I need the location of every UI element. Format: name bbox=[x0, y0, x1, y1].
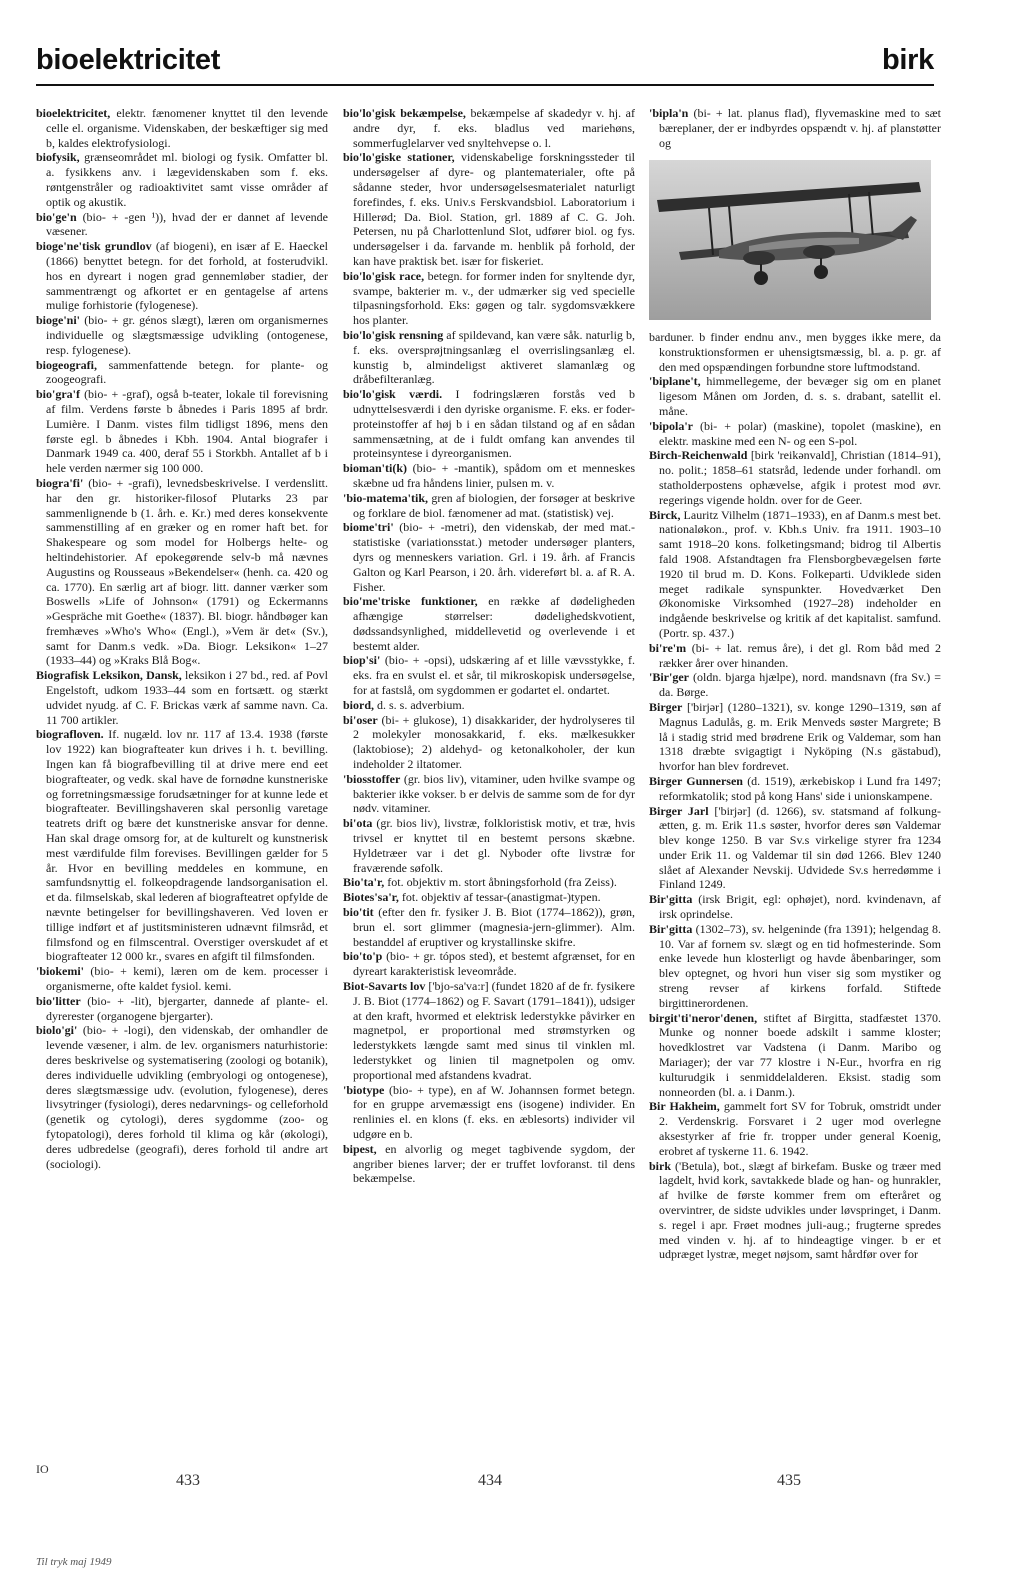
dictionary-entry bbox=[36, 387, 328, 476]
entry-text: (bio- + -logi), den videnskab, der omhandler de levende væsener, i alm. de lev. organismers naturhistorie: deres beskrivelse og systematisering (zoologi og botanik), deres individuelle udvikling (embryologi og ontogenese), deres slægtsmæssige udv. (evolution, fylogenese), deres livsytringer (fysiologi), deres nedarvnings- og celleforhold (genetik og cytologi), deres sygdomme (zoo- og fytopatologi), deres forhold til klima og kår (økologi), deres udbredelse (geografi), deres forhold til andre art (sociologi). bbox=[46, 1023, 329, 1171]
entry-text: (bio- + -mantik), spådom om et menneskes skæbne ud fra håndens linier, pulsen m. v. bbox=[353, 461, 635, 490]
entry-text: (efter den fr. fysiker J. B. Biot (1774–1862)), grøn, brun el. sort glimmer (magnesia-jern-glimmer). Alm. bestanddel af eruptiver og krystallinske skifre. bbox=[353, 905, 635, 949]
entry-headword: Birger Gunnersen bbox=[649, 773, 743, 788]
entry-text: (oldn. bjarga hjælpe), nord. mandsnavn (fra Sv.) = da. Børge. bbox=[659, 670, 942, 700]
dictionary-entry bbox=[36, 358, 328, 388]
entry-headword: bio'lo'giske stationer, bbox=[343, 150, 455, 165]
dictionary-entry bbox=[343, 1083, 635, 1142]
entry-headword: bio'litter bbox=[36, 993, 81, 1008]
entry-text: (bi- + polar) (maskine), topolet (maskine), en elektr. maskine med een N- og een S-pol. bbox=[659, 418, 941, 448]
dictionary-entry bbox=[343, 653, 635, 697]
entry-text: [birk 'reikənvald], Christian (1814–91), no. polit.; 1858–61 statsråd, ledende under forhandl. om statholderpostens ophævelse, afgik i protest mod øvr. regerings vigende holdn. over for de Geer. bbox=[659, 448, 941, 507]
dictionary-entry bbox=[36, 313, 328, 357]
column-2 bbox=[343, 106, 635, 1186]
entry-headword: 'bipola'r bbox=[649, 418, 694, 433]
dictionary-entry bbox=[343, 875, 635, 890]
entry-headword: bioge'ni' bbox=[36, 313, 81, 328]
dictionary-entry bbox=[343, 461, 635, 491]
entry-text: d. s. s. adverbium. bbox=[377, 697, 465, 712]
entry-headword: bioge'ne'tisk grundlov bbox=[36, 239, 152, 254]
entry-text: elektr. fænomener knyttet til den levende celle el. organisme. Videnskaben, der beskæftiger sig med b, kaldes elektrofysiologi. bbox=[46, 106, 328, 150]
dictionary-entry bbox=[649, 1099, 941, 1158]
entry-text: (gr. bios liv), livstræ, folkloristisk motiv, et træ, hvis trivsel er knyttet til en bestemt persons skæbne. Hyldetræer var i det gl. Nyboder ofte livstræ for fraværende søfolk. bbox=[353, 816, 635, 875]
entry-headword: biogeografi, bbox=[36, 357, 97, 372]
dictionary-entry bbox=[343, 698, 635, 713]
entry-text: Lauritz Vilhelm (1871–1933), en af Danm.s mest bet. nationaløkon., prof. v. Kbh.s Univ. fra 1911. 1903–10 samt 1918–20 kons. folketingsmand; bidrog til Albertis fald 1908. Afstandtagen fra Flensborgbevægelsen førte 1920 til brud m. D. Kons. Folkeparti. Udviklede siden meget radikale synspunkter. Hovedværket Den Økonomiske Virksomhed (1927–28) indeholder en indgående beskrivelse og kritik af det kapitalist. samfund. (Portr. sp. 437.) bbox=[659, 507, 942, 640]
entry-headword: bio'tit bbox=[343, 905, 374, 920]
dictionary-entry bbox=[649, 892, 941, 922]
page-number-433: 433 bbox=[176, 1472, 200, 1489]
dictionary-entry bbox=[649, 641, 941, 671]
dictionary-entry bbox=[649, 804, 941, 893]
dictionary-entry bbox=[343, 594, 635, 653]
biplane-icon bbox=[649, 160, 931, 320]
entry-text: barduner. b finder endnu anv., men bygges ikke mere, da konstruktionsformen er uhensigtsmæssig, bl. a. p. gr. af den med opspændingen forbundne store luftmodstand. bbox=[649, 330, 941, 374]
entry-text: (bi- + lat. remus åre), i det gl. Rom båd med 2 rækker årer over hinanden. bbox=[659, 640, 942, 670]
dictionary-entry bbox=[649, 508, 941, 641]
entry-text: ['birjər] (d. 1266), sv. statsmand af folkung-ætten, g. m. Erik 11.s søster, hvorfor deres søn Valdemar blev konge 1250. B var Sv.s virkelige styrer fra 1234 under Erik 11. og Valdemar til sin død 1266. Blev 1240 slået af Alexander Nevskij. Udvidede Sv.s herredømme i Finland 1249. bbox=[659, 803, 942, 892]
entry-headword: Birck, bbox=[649, 507, 681, 522]
dictionary-entry bbox=[649, 1011, 941, 1100]
entry-text: betegn. for former inden for snyltende dyr, svampe, bakterier m. v., der udmærker sig ved specielle tilpasningsforhold. Eks: gøgen og talr. sygdomsvækkere hos planter. bbox=[353, 268, 635, 328]
entry-headword: bi'ota bbox=[343, 816, 373, 831]
entry-headword: 'biokemi' bbox=[36, 964, 85, 979]
dictionary-entry bbox=[649, 374, 941, 418]
entry-headword: bio'lo'gisk bekæmpelse, bbox=[343, 106, 466, 120]
dictionary-entry bbox=[649, 448, 941, 507]
entry-headword: bio'lo'gisk værdi. bbox=[343, 387, 443, 402]
entry-headword: birgit'ti'neror'denen, bbox=[649, 1010, 758, 1025]
entry-text: videnskabelige forskningssteder til undersøgelser af dyre- og plantematerialer, ofte på sådanne steder, hvor undersøgelsesmaterialet naturligt forefindes, f. eks. Univ.s Ferskvandsbiol. Laboratorium i Hillerød; Da. Biol. Station, grl. 1889 af C. G. Joh. Petersen, nu på Charlottenlund Slot, udfører biol. og fys. undersøgelser i da. farvande m. henblik på forhold, der kan have praktisk bet. især for fiskeriet. bbox=[353, 150, 636, 268]
dictionary-entry bbox=[36, 239, 328, 313]
dictionary-entry bbox=[649, 922, 941, 1011]
entry-text: (irsk Brigit, egl: ophøjet), nord. kvindenavn, af irsk oprindelse. bbox=[659, 892, 942, 922]
entry-text: (d. 1519), ærkebiskop i Lund fra 1497; reformkatolik; stod på kong Hans' side i unionskampene. bbox=[659, 773, 942, 803]
entry-headword: Bio'ta'r, bbox=[343, 875, 385, 890]
entry-headword: bi'oser bbox=[343, 712, 378, 727]
entry-text: fot. objektiv m. stort åbningsforhold (fra Zeiss). bbox=[387, 875, 617, 890]
dictionary-entry bbox=[343, 905, 635, 949]
dictionary-entry bbox=[36, 210, 328, 240]
entry-headword: bio'lo'gisk rensning bbox=[343, 327, 444, 342]
entry-text: grænseområdet ml. biologi og fysik. Omfatter bl. a. fysikkens anv. i lægevidenskaben som f. eks. røntgenstråler og radioaktivitet samt visse områder af optik og akustik. bbox=[46, 150, 328, 209]
entry-text: himmellegeme, der bevæger sig om en planet ligesom Månen om Jorden, d. s. s. drabant, satellit el. måne. bbox=[659, 374, 941, 418]
entry-headword: bi're'm bbox=[649, 640, 687, 655]
entry-text: ('Betula), bot., slægt af birkefam. Buske og træer med lagdelt, hvid kork, savtakkede blade og han- og hunrakler, af hvilke de første kommer frem om efteråret og overvintrer, de sidste udvikles under løvspringet, i Danm. s. regel i apr. Frøet modnes juli-aug.; frugterne spredes med vinden v. hj. af to hindeagtige vinger. b er et udpræget lystræ, meget nøjsom, samt hårdfør over for bbox=[659, 1158, 942, 1262]
entry-text: en alvorlig og meget tagbivende sygdom, der angriber bienes larver; der er truffet lovforanst. til dens bekæmpelse. bbox=[353, 1141, 635, 1186]
dictionary-entry bbox=[649, 700, 941, 774]
entry-headword: 'biplane't, bbox=[649, 374, 701, 389]
entry-headword: Birger Jarl bbox=[649, 803, 709, 818]
dictionary-entry bbox=[649, 670, 941, 700]
entry-headword: biogra'fi' bbox=[36, 475, 84, 490]
entry-text: af spildevand, kan være såk. naturlig b, f. eks. oversprøjtningsanlæg el overrislingsanlæg el. kunstig b, almindeligst aktiveret slamanlæg og dråbefilteranlæg. bbox=[353, 327, 635, 387]
dictionary-entry bbox=[649, 774, 941, 804]
dictionary-entry bbox=[36, 106, 328, 150]
dictionary-entry bbox=[36, 668, 328, 727]
entry-text: (bio- + type), en af W. Johannsen formet betegn. for en gruppe arvemæssigt ens (isogene) individer. En renlinies el. en klons (f. eks. en æblesorts) individer vil udgøre en b. bbox=[353, 1082, 636, 1141]
entry-text: ['bjo-sa'va:r] (fundet 1820 af de fr. fysikere J. B. Biot (1774–1862) og F. Savart (1791–1841)), udsiger at den kraft, hvormed et elektrisk lederstykke påvirker en magnetpol, er proportional med strømstyrken og lederstykkets længde samt med sinus til vinklen ml. lederstykket og linien til magnetpolen og omv. proportional med afstandens kvadrat. bbox=[353, 979, 635, 1082]
biplane-photo bbox=[649, 160, 931, 320]
entry-headword: Bir Hakheim, bbox=[649, 1099, 720, 1114]
dictionary-entry bbox=[343, 328, 635, 387]
entry-headword: biolo'gi' bbox=[36, 1023, 78, 1038]
dictionary-entry bbox=[343, 816, 635, 875]
entry-headword: biord, bbox=[343, 697, 375, 712]
entry-headword: Birger bbox=[649, 699, 683, 714]
dictionary-entry bbox=[343, 713, 635, 772]
dictionary-entry bbox=[343, 979, 635, 1083]
entry-headword: bipest, bbox=[343, 1141, 377, 1156]
footer-mark: IO bbox=[36, 1462, 49, 1476]
entry-text: If. nugæld. lov nr. 117 af 13.4. 1938 (første lov 1922) kan biografteater kun drives i h. t. bevilling. Ingen kan få biografbevilling til at drive mere end eet biografteater, og vedk. skal have de fornødne kunstneriske og forretningsmæssige forudsætninger for at kunne lede et biografteater. Bevillingshaveren skal personlig varetage teatrets drift og bære det kunstneriske ansvar for denne. Han skal drage omsorg for, at de kulturelt og kunstnerisk mest værdifulde film forevises. Bevillingen gælder for 5 år. Hvor en bevilling meddeles en kommune, en samfundsnyttig el. folkeopdragende landsorganisation el. et da. filmselskab, skal lederen af biografteatret opfylde de nævnte betingelser for bevillingshaveren. Ved loven er tillige indført et af justitsministeren udnævnt filmsråd, et filmsfond og en filmscentral. Overstiger overskudet af et biografteater 12 000 kr., svares en afgift til filmsfonden. bbox=[46, 727, 328, 964]
dictionary-entry bbox=[649, 419, 941, 449]
entry-headword: Biotes'sa'r, bbox=[343, 890, 399, 905]
entry-text: (bio- + gr. tópos sted), et bestemt afgrænset, for en dyreart karakteristisk leveområde. bbox=[353, 949, 636, 979]
entry-headword: Biografisk Leksikon, Dansk, bbox=[36, 668, 182, 683]
dictionary-entry bbox=[649, 330, 941, 374]
entry-text: (bio- + -lit), bjergarter, dannede af plante- el. dyrerester (organogene bjergarter). bbox=[46, 993, 329, 1023]
entry-text: I fodringslæren forstås ved b udnyttelsesværdi i den dyriske organisme. F. eks. er foder-proteinstoffer af høj b i en sådan tilstand og af en sådan sammensætning, at de i fuldt omfang kan anvendes til proteinsyntese i dyreorganismen. bbox=[353, 387, 635, 461]
dictionary-entry bbox=[36, 727, 328, 964]
page-number-434: 434 bbox=[478, 1472, 502, 1489]
entry-headword: 'bio-matema'tik, bbox=[343, 490, 428, 505]
column-3 bbox=[649, 330, 941, 1262]
entry-text: (bio- + -opsi), udskæring af et lille vævsstykke, f. eks. fra en svulst el. et sår, til mikroskopisk undersøgelse, for at fastslå, om sygdommen er godartet el. ondartet. bbox=[353, 653, 635, 698]
dictionary-entry bbox=[343, 491, 635, 521]
entry-text: (bi- + lat. planus flad), flyvemaskine med to sæt bæreplaner, der er indbyrdes opspændt v. hj. af planstøtter og bbox=[659, 106, 942, 150]
entry-headword: 'Bir'ger bbox=[649, 670, 689, 685]
entry-headword: bio'gra'f bbox=[36, 387, 80, 402]
entry-headword: Biot-Savarts lov bbox=[343, 979, 426, 994]
dictionary-entry bbox=[649, 106, 941, 150]
dictionary-entry bbox=[343, 890, 635, 905]
dictionary-entry bbox=[343, 269, 635, 328]
entry-headword: 'biosstoffer bbox=[343, 771, 401, 786]
dictionary-entry bbox=[36, 994, 328, 1024]
dictionary-entry bbox=[36, 150, 328, 209]
dictionary-entry bbox=[36, 964, 328, 994]
entry-text: stiftet af Birgitta, stadfæstet 1370. Munke og nonner boede adskilt i samme kloster; hovedklostret var Vadstena (i Danm. Maribo og Mariager); der var 77 klostre i N-Eur., hvorfra en rig kulturudgik i senmiddelalderen. Eksist. stadig som nonneorden (bl. a. i Danm.). bbox=[659, 1010, 941, 1099]
dictionary-entry bbox=[649, 1159, 941, 1263]
entry-text: (bio- + kemi), læren om de kem. processer i organismerne, ofte kaldet fysiol. kemi. bbox=[46, 964, 329, 994]
entry-text: (gr. bios liv), vitaminer, uden hvilke svampe og bakterier ikke vokser. b er delvis de samme som de for dyr nødv. vitaminer. bbox=[353, 771, 636, 816]
dictionary-entry bbox=[343, 520, 635, 594]
entry-headword: bioelektricitet, bbox=[36, 106, 111, 120]
entry-text: (bio- + -graf), også b-teater, lokale til forevisning af film. Verdens første b åbnedes i Paris 1895 af brdr. Lumière. I Danm. vistes film tidligst 1896, mens den første egl. b åbnedes i Kbh. 1904. Antal biografer i Danmark 1949 ca. 400, deraf 55 i Storkbh. Antallet af b i hele verden nærmer sig 100 000. bbox=[46, 387, 328, 476]
entry-headword: Bir'gitta bbox=[649, 892, 693, 907]
entry-text: (af biogeni), en især af E. Haeckel (1866) benyttet betegn. for det forhold, at fosterudvikl. hos en dyreart i nogen grad gennemløber stadier, der sammentrængt og afkortet er en gentagelse af artens mulige forhistorie (fylogenese). bbox=[46, 239, 329, 313]
entry-text: gren af biologien, der forsøger at beskrive og forklare de biol. fænomener ad mat. (statistisk) vej. bbox=[353, 490, 635, 520]
entry-headword: bio'me'triske funktioner, bbox=[343, 594, 478, 609]
column-3-top bbox=[649, 106, 941, 150]
entry-text: (bio- + -metri), den videnskab, der med mat.-statistiske (variationsstat.) metoder undersøger planters, dyrs og menneskers variation. Grl. i 19. årh. af Francis Galton og Karl Pearson, i 20. årh. videreført bl. a. af R. A. Fisher. bbox=[353, 520, 635, 594]
entry-text: en række af dødeligheden afhængige størrelser: dødelighedskvotient, dødssandsynlighed, middellevetid og overlevende i et bestemt alder. bbox=[353, 594, 635, 653]
entry-text: bekæmpelse af skadedyr v. hj. af andre dyr, f. eks. bladlus ved mariehøns, sommerfuglelarver ved snyltehvepse o. l. bbox=[353, 106, 636, 150]
entry-text: leksikon i 27 bd., red. af Povl Engelstoft, udkom 1933–44 som en fortsætt. og stærkt udvidet nyudg. af C. F. Brickas værk af samme navn. Ca. 11 700 artikler. bbox=[46, 668, 328, 727]
page-number-435: 435 bbox=[777, 1472, 801, 1489]
entry-text: (bio- + -grafi), levnedsbeskrivelse. I verdenslitt. har den gr. historiker-filosof Plutarks 23 par sammenlignende b (1. årh. e. Kr.) med deres konsekvente sammenstilling af en græker og en romer haft bet. for Shakespeare og som model for Holbergs helte- og heltindehistorier. Af epokegørende selv-b må nævnes Augustins og Rousseaus »Bekendelser« (henh. ca. 420 og ca. 1770). En særlig art af biogr. litt. danner værker som Boswells »Life of Johnson« (1791) og Eckermanns »Gespräche mit Goethe« (1837). Bl. biogr. håndbøger kan fremhæves »Who's Who« (Engl.), »Vem är det« (Sv.), samt for Danm.s vedk. »Da. Biogr. Leksikon« 1–27 (1933–44) og »Kraks Blå Bog«. bbox=[46, 475, 328, 668]
entry-headword: biografloven. bbox=[36, 727, 104, 742]
entry-text: (1302–73), sv. helgeninde (fra 1391); helgendag 8. 10. Var af fornem sv. slægt og en tid hofmesterinde. Som enke levede hun klosterligt og havde åbenbaringer, som blev optegnet, og hvori hun viser sig som mystiker og streng revser af kirkens forfald. Stiftede birgittinerordenen. bbox=[659, 921, 941, 1010]
running-head-right: birk bbox=[882, 44, 934, 76]
entry-text: (bio- + -gen ¹)), hvad der er dannet af levende væsener. bbox=[46, 209, 328, 239]
dictionary-entry bbox=[343, 387, 635, 461]
print-note: Til tryk maj 1949 bbox=[36, 1556, 112, 1568]
entry-headword: 'bipla'n bbox=[649, 106, 689, 120]
entry-text: gammelt fort SV for Tobruk, omstridt under 2. Verdenskrig. Forsvaret i 2 uger mod overlegne aksestyrker af frie fr. tropper under general Koenig, erobret af tyskerne 11. 6. 1942. bbox=[659, 1099, 941, 1158]
entry-headword: biop'si' bbox=[343, 653, 381, 668]
entry-headword: bio'to'p bbox=[343, 949, 383, 964]
entry-headword: Birch-Reichenwald bbox=[649, 448, 748, 463]
entry-headword: biome'tri' bbox=[343, 520, 394, 535]
entry-headword: birk bbox=[649, 1158, 672, 1173]
entry-headword: biofysik, bbox=[36, 150, 80, 165]
entry-text: ['birjər] (1280–1321), sv. konge 1290–1319, søn af Magnus Ladulås, g. m. Erik Menveds søster Margrete; B lå i stadig strid med brødrene Erik og Valdemar, som han 1318 dræbte svigagtigt i Nyköping (N.s gästabud), hvorfor han blev fordrevet. bbox=[659, 699, 942, 774]
dictionary-entry bbox=[343, 772, 635, 816]
running-head-left: bioelektricitet bbox=[36, 44, 221, 76]
entry-headword: 'biotype bbox=[343, 1082, 385, 1097]
dictionary-entry bbox=[343, 949, 635, 979]
dictionary-entry bbox=[36, 1023, 328, 1171]
dictionary-entry bbox=[343, 106, 635, 150]
column-1 bbox=[36, 106, 328, 1171]
entry-headword: Bir'gitta bbox=[649, 921, 693, 936]
entry-text: (bi- + glukose), 1) disakkarider, der hydrolyseres til 2 molekyler monosakkarid, f. eks. mælkesukker (laktobiose); 2) aldehyd- og ketonalkoholer, der kun indeholder 2 iltatomer. bbox=[353, 712, 636, 772]
dictionary-entry bbox=[343, 1142, 635, 1186]
dictionary-entry bbox=[343, 150, 635, 268]
entry-text: sammenfattende betegn. for plante- og zoogeografi. bbox=[46, 357, 329, 387]
entry-headword: bio'ge'n bbox=[36, 209, 77, 224]
entry-text: fot. objektiv af tessar-(anastigmat-)typen. bbox=[401, 890, 601, 905]
entry-headword: bio'lo'gisk race, bbox=[343, 268, 425, 283]
dictionary-entry bbox=[36, 476, 328, 668]
entry-text: (bio- + gr. génos slægt), læren om organismernes individuelle og slægtsmæssige udvikling (ontogenese, resp. fylogenese). bbox=[46, 313, 328, 357]
entry-headword: bioman'ti(k) bbox=[343, 461, 408, 476]
header-rule bbox=[36, 84, 934, 86]
